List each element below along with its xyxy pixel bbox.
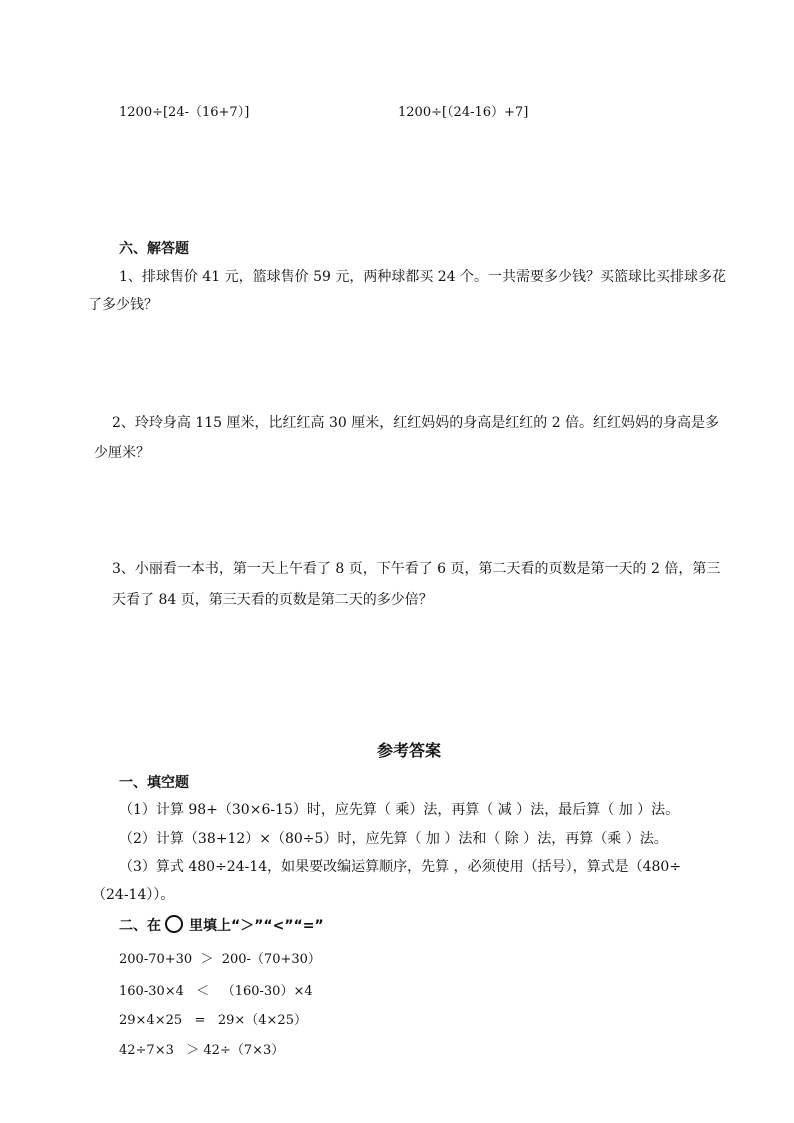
circle-icon xyxy=(165,915,183,933)
comparison-row-2: 160-30×4 ＜ （160-30）×4 xyxy=(119,984,313,999)
comparison-row-1: 200-70+30 ＞ 200-（70+30） xyxy=(119,952,321,967)
part2-heading-prefix: 二、在 xyxy=(119,918,161,934)
answers-title: 参考答案 xyxy=(377,741,442,760)
answer-3-line-1: （3）算式 480÷24-14，如果要改编运算顺序，先算 ，必须使用（括号），算式是（480÷ xyxy=(119,859,682,875)
answer-3-line-2: （24-14））。 xyxy=(92,887,175,903)
answer-1: （1）计算 98+（30×6-15）时，应先算（ 乘）法，再算（ 减 ）法，最后算（ 加 ）法。 xyxy=(119,802,680,818)
section-heading-word-problems: 六、解答题 xyxy=(119,241,189,257)
answers-part1-heading: 一、填空题 xyxy=(119,775,189,791)
question-3-line-1: 3、小丽看一本书，第一天上午看了 8 页，下午看了 6 页，第二天看的页数是第一天的 2 倍，第三 xyxy=(112,561,721,577)
comparison-row-3: 29×4×25 = 29×（4×25） xyxy=(119,1013,307,1028)
answer-2: （2）计算（38+12）×（80÷5）时，应先算（ 加 ）法和（ 除 ）法，再算（乘 ）法。 xyxy=(119,831,668,847)
part2-heading-suffix: 里填上“＞”“<”“=” xyxy=(189,918,324,934)
comparison-row-4: 42÷7×3 ＞ 42÷（7×3） xyxy=(119,1043,285,1058)
question-2-line-1: 2、玲玲身高 115 厘米，比红红高 30 厘米，红红妈妈的身高是红红的 2 倍。红红妈妈的身高是多 xyxy=(112,415,720,431)
expression-left: 1200÷[24-（16+7）] xyxy=(119,105,250,120)
expression-right: 1200÷[（24-16）+7] xyxy=(398,105,529,120)
question-1-line-2: 了多少钱？ xyxy=(88,297,158,313)
question-3-line-2: 天看了 84 页，第三天看的页数是第二天的多少倍？ xyxy=(112,592,433,608)
question-2-line-2: 少厘米？ xyxy=(94,445,150,461)
question-1-line-1: 1、排球售价 41 元，篮球售价 59 元，两种球都买 24 个。一共需要多少钱？买篮球比买排球多花 xyxy=(119,269,727,285)
answers-part2-heading xyxy=(119,915,324,935)
